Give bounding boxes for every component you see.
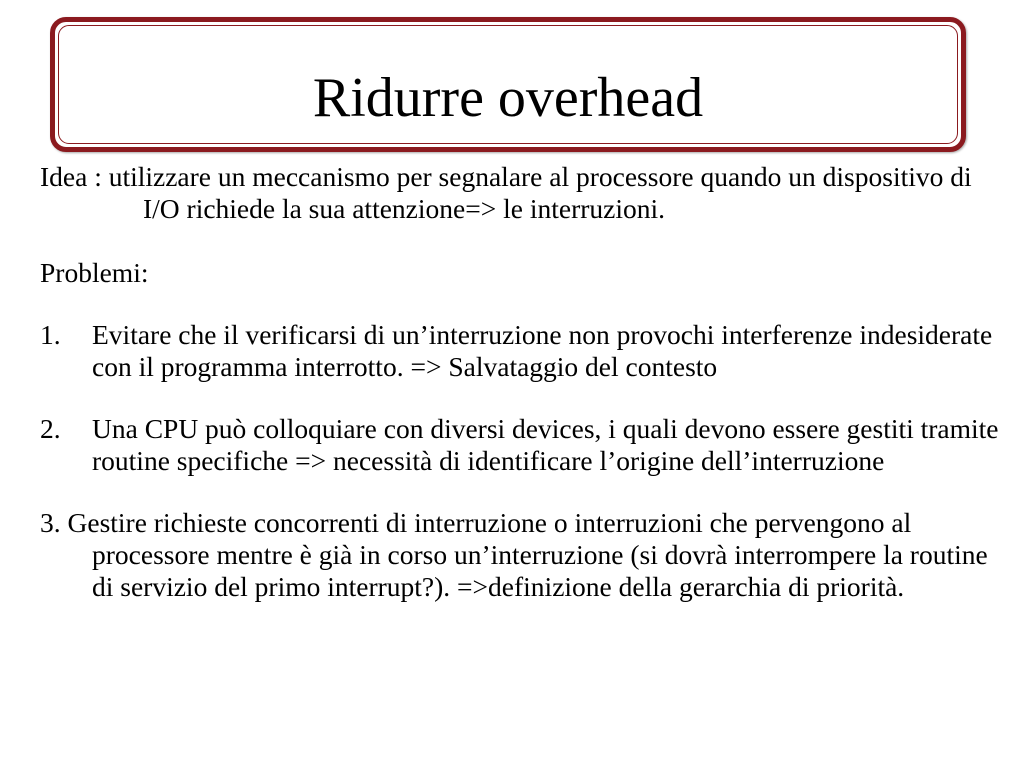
problem-item-1-number: 1. (40, 319, 61, 350)
problem-item-1 (40, 319, 1010, 383)
problem-item-2-text: Una CPU può colloquiare con diversi devices, i quali devono essere gestiti tramite routine specifiche => necessità di identificare l’origine dell’interruzione (92, 413, 999, 476)
problem-item-1-text: Evitare che il verificarsi di un’interruzione non provochi interferenze indesiderate con il programma interrotto. => Salvataggio del contesto (92, 319, 993, 382)
problem-item-3: 3. Gestire richieste concorrenti di interruzione o interruzioni che pervengono al processore mentre è già in corso un’interruzione (si dovrà interrompere la routine di servizio del primo interrupt?). =>definizione della gerarchia di priorità. (40, 507, 988, 602)
slide-body (40, 161, 1010, 603)
slide-title: Ridurre overhead (312, 67, 704, 129)
problem-item-2-number: 2. (40, 413, 61, 444)
problemi-label: Problemi: (40, 257, 149, 288)
title-frame (50, 17, 966, 152)
problem-item-2 (40, 413, 1010, 477)
idea-paragraph: Idea : utilizzare un meccanismo per segnalare al processore quando un dispositivo di I/O richiede la sua attenzione=> le interruzioni. (40, 161, 972, 224)
